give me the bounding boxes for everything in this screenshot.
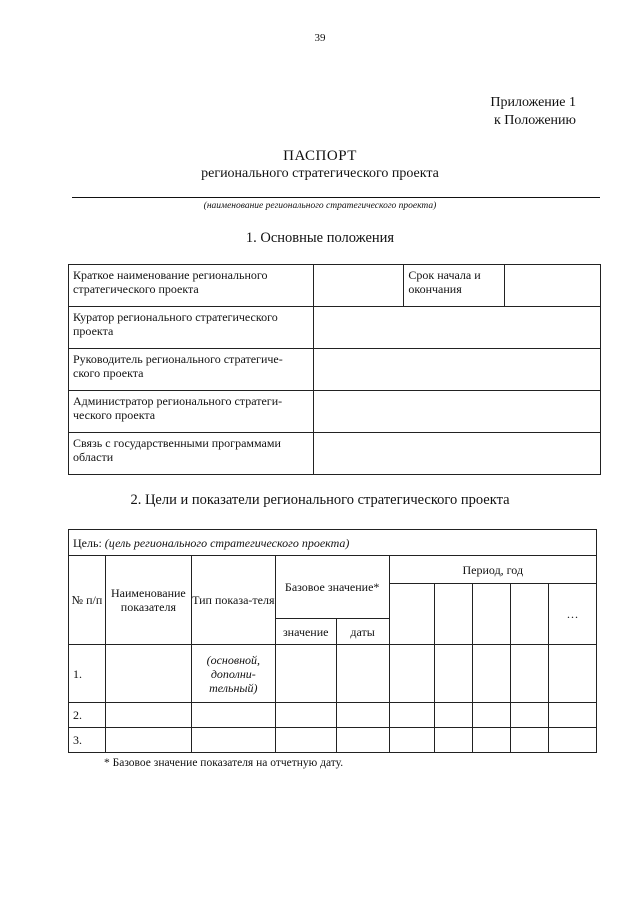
data-cell xyxy=(389,703,435,728)
data-cell xyxy=(389,728,435,753)
data-cell xyxy=(511,645,549,703)
data-cell xyxy=(105,728,191,753)
data-cell xyxy=(105,703,191,728)
data-cell xyxy=(473,728,511,753)
term-value-cell xyxy=(505,265,601,307)
data-cell xyxy=(511,728,549,753)
value-cell xyxy=(313,307,600,349)
data-cell xyxy=(549,728,597,753)
row-num: 3. xyxy=(69,728,106,753)
header-date: даты xyxy=(336,619,389,645)
data-cell xyxy=(191,728,275,753)
row-type: (основной, дополни-тельный) xyxy=(191,645,275,703)
data-cell xyxy=(549,703,597,728)
goal-hint: (цель регионального стратегического проекта) xyxy=(104,535,350,550)
value-cell xyxy=(313,433,600,475)
table-row xyxy=(69,703,597,728)
data-cell xyxy=(473,703,511,728)
row-num: 2. xyxy=(69,703,106,728)
header-value: значение xyxy=(275,619,336,645)
row-label: Руководитель регионального стратегиче-ского проекта xyxy=(69,349,314,391)
value-cell xyxy=(313,349,600,391)
data-cell xyxy=(336,703,389,728)
data-cell xyxy=(435,728,473,753)
data-cell xyxy=(275,645,336,703)
value-cell xyxy=(313,391,600,433)
header-type: Тип показа-теля xyxy=(191,556,275,645)
data-cell xyxy=(336,728,389,753)
header-period: Период, год xyxy=(389,556,596,584)
basic-provisions-table xyxy=(68,264,601,475)
goal-cell xyxy=(69,530,597,556)
table-row xyxy=(69,349,601,391)
row-label: Администратор регионального стратеги-ческого проекта xyxy=(69,391,314,433)
project-name-line xyxy=(72,197,600,198)
header-base: Базовое значение* xyxy=(275,556,389,619)
header-num: № п/п xyxy=(69,556,106,645)
period-ellipsis: … xyxy=(549,584,597,645)
project-name-hint: (наименование регионального стратегического проекта) xyxy=(203,201,437,211)
appendix-line-1: Приложение 1 xyxy=(490,95,576,110)
document-subtitle: регионального стратегического проекта xyxy=(201,166,439,181)
footnote: * Базовое значение показателя на отчетную дату. xyxy=(104,757,344,769)
data-cell xyxy=(435,703,473,728)
period-cell xyxy=(435,584,473,645)
page-number: 39 xyxy=(314,32,326,44)
table-row xyxy=(69,433,601,475)
row-label: Куратор регионального стратегического проекта xyxy=(69,307,314,349)
document-title: ПАСПОРТ xyxy=(283,148,357,164)
header-row xyxy=(69,556,597,584)
table-row xyxy=(69,265,601,307)
table-row xyxy=(69,391,601,433)
table-row xyxy=(69,645,597,703)
term-label: Срок начала и окончания xyxy=(404,265,505,307)
period-cell xyxy=(511,584,549,645)
data-cell xyxy=(511,703,549,728)
row-label: Связь с государственными программами области xyxy=(69,433,314,475)
table-row xyxy=(69,728,597,753)
data-cell xyxy=(105,645,191,703)
data-cell xyxy=(473,645,511,703)
data-cell xyxy=(191,703,275,728)
appendix-note xyxy=(470,94,576,130)
section-1-heading: 1. Основные положения xyxy=(245,230,395,246)
value-cell xyxy=(313,265,404,307)
data-cell xyxy=(275,703,336,728)
table-row xyxy=(69,307,601,349)
data-cell xyxy=(389,645,435,703)
period-cell xyxy=(389,584,435,645)
data-cell xyxy=(549,645,597,703)
period-cell xyxy=(473,584,511,645)
data-cell xyxy=(275,728,336,753)
appendix-line-2: к Положению xyxy=(493,113,576,128)
row-label: Краткое наименование регионального стратегического проекта xyxy=(69,265,314,307)
header-name: Наименование показателя xyxy=(105,556,191,645)
data-cell xyxy=(435,645,473,703)
goal-row xyxy=(69,530,597,556)
section-2-heading: 2. Цели и показатели регионального стратегического проекта xyxy=(130,492,510,508)
row-num: 1. xyxy=(69,645,106,703)
goals-indicators-table xyxy=(68,529,597,753)
goal-prefix: Цель: xyxy=(73,535,102,550)
data-cell xyxy=(336,645,389,703)
